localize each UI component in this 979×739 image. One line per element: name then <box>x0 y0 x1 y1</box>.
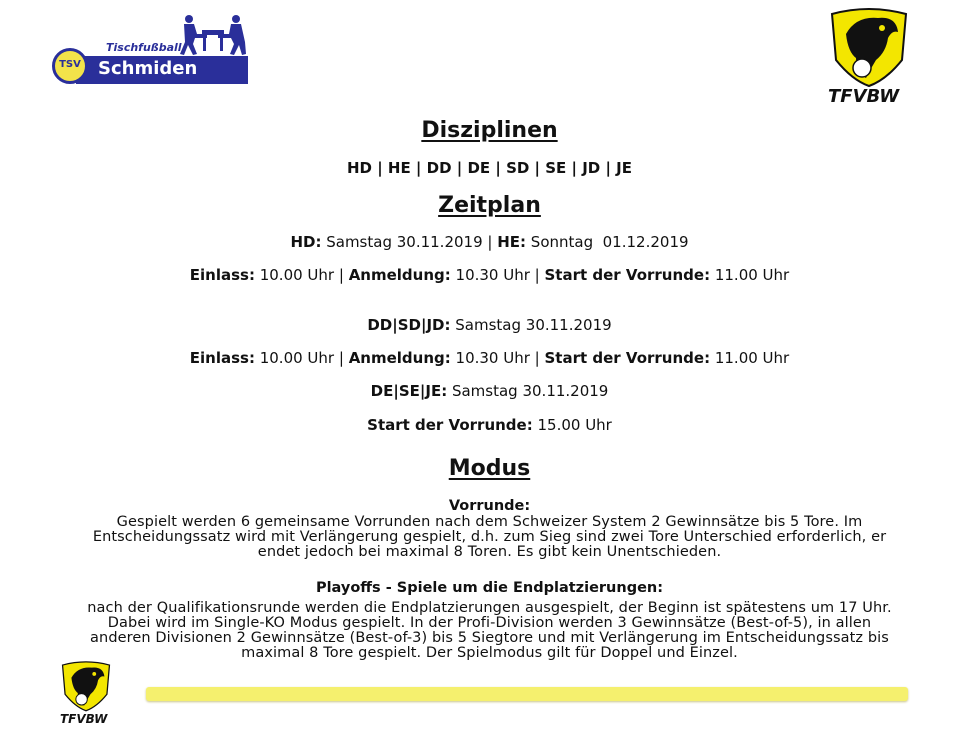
hd-label: HD: <box>290 233 322 251</box>
zeitplan-line-6 <box>0 416 979 434</box>
playoffs-text <box>0 601 979 661</box>
tfvbw-wordmark: TFVBW <box>828 86 900 107</box>
playoffs-line: Dabei wird im Single-KO Modus gespielt. In der Profi-Division werden 3 Gewinnsätze (Best-of-5), in allen <box>107 615 872 631</box>
zeitplan-line-3 <box>0 316 979 334</box>
vorrunde-line: Entscheidungssatz wird mit Verlängerung gespielt, d.h. zum Sieg sind zwei Tore Unterschied erforderlich, er <box>92 529 887 545</box>
start-label: Start der Vorrunde: <box>544 349 711 367</box>
start-label: Start der Vorrunde: <box>367 416 533 434</box>
foosball-players-icon <box>178 14 248 56</box>
start-label: Start der Vorrunde: <box>544 266 711 284</box>
de-se-je-value: Samstag 30.11.2019 <box>447 382 609 400</box>
dd-sd-jd-value: Samstag 30.11.2019 <box>450 316 612 334</box>
tfvbw-logo <box>826 6 912 110</box>
tsv-mark: TSV <box>59 59 81 70</box>
zeitplan-heading: Zeitplan <box>438 193 541 218</box>
einlass-label: Einlass: <box>189 349 255 367</box>
anmeldung-label: Anmeldung: <box>348 349 451 367</box>
de-se-je-label: DE|SE|JE: <box>370 382 448 400</box>
start-value: 11.00 Uhr <box>710 349 790 367</box>
tsv-schmiden-logo <box>50 14 250 92</box>
zeitplan-line-5 <box>0 382 979 400</box>
start-value: 11.00 Uhr <box>710 266 790 284</box>
disziplinen-list: HD | HE | DD | DE | SD | SE | JD | JE <box>346 159 633 177</box>
anmeldung-value: 10.30 Uhr | <box>450 349 545 367</box>
highlight-bar <box>146 687 908 701</box>
zeitplan-line-1 <box>0 233 979 251</box>
einlass-label: Einlass: <box>189 266 255 284</box>
zeitplan-line-2 <box>0 266 979 284</box>
vorrunde-text <box>0 515 979 560</box>
dd-sd-jd-label: DD|SD|JD: <box>367 316 451 334</box>
he-value: Sonntag 01.12.2019 <box>526 233 689 251</box>
einlass-value: 10.00 Uhr | <box>254 349 349 367</box>
tfvbw-panther-icon <box>58 660 114 712</box>
anmeldung-label: Anmeldung: <box>348 266 451 284</box>
he-label: HE: <box>497 233 527 251</box>
vorrunde-line: endet jedoch bei maximal 8 Toren. Es gibt kein Unentschieden. <box>257 544 722 560</box>
disziplinen-heading: Disziplinen <box>421 118 558 143</box>
playoffs-title: Playoffs - Spiele um die Endplatzierungen: <box>315 580 664 596</box>
tsv-tagline: Tischfußball <box>106 41 182 54</box>
anmeldung-value: 10.30 Uhr | <box>450 266 545 284</box>
playoffs-line: maximal 8 Tore gespielt. Der Spielmodus gilt für Doppel und Einzel. <box>241 645 738 661</box>
vorrunde-title: Vorrunde: <box>448 498 531 514</box>
playoffs-line: anderen Divisionen 2 Gewinnsätze (Best-of-3) bis 5 Siegtore und mit Verlängerung im Entscheidungssatz bis <box>90 630 889 646</box>
tsv-name: Schmiden <box>98 58 198 79</box>
zeitplan-line-4 <box>0 349 979 367</box>
start-value: 15.00 Uhr <box>532 416 612 434</box>
playoffs-line: nach der Qualifikationsrunde werden die Endplatzierungen ausgespielt, der Beginn ist spätestens um 17 Uhr. <box>87 600 892 616</box>
tsv-emblem <box>52 48 88 84</box>
tfvbw-logo-small <box>58 660 114 732</box>
tfvbw-panther-icon <box>826 6 912 88</box>
modus-heading: Modus <box>448 456 531 481</box>
hd-value: Samstag 30.11.2019 | <box>321 233 498 251</box>
vorrunde-line: Gespielt werden 6 gemeinsame Vorrunden nach dem Schweizer System 2 Gewinnsätze bis 5 Tore. Im <box>116 514 863 530</box>
einlass-value: 10.00 Uhr | <box>254 266 349 284</box>
tfvbw-wordmark-small: TFVBW <box>60 712 108 726</box>
